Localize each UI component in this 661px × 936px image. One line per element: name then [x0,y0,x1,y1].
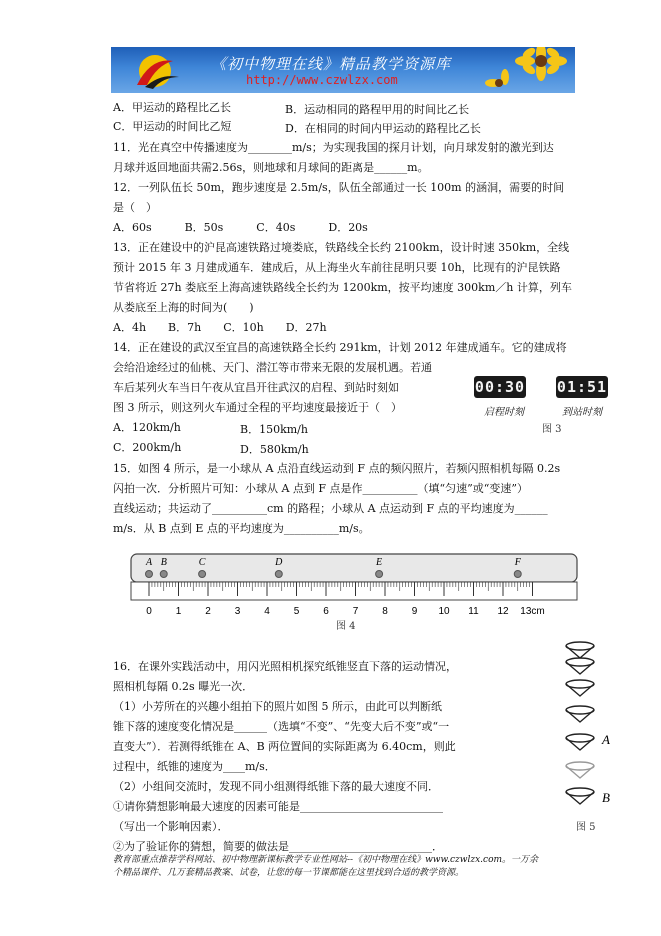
end-time-display: 01:51 [556,378,608,396]
q13-line-3: 节省将近 27h 娄底至上海高速铁路线全长约为 1200km，按平均速度 300km／h 计算，列车 [113,281,572,294]
ruler-tick-label: 8 [382,606,388,617]
q12-line-1: 12．一列队伍长 50m，跑步速度是 2.5m/s，队伍全部通过一长 100m 的涵洞，需要的时间 [113,181,565,194]
ruler-tick-label: 11 [468,606,479,617]
ball-label-e: E [376,557,383,568]
q14-option-a: A．120km/h [113,421,181,434]
q14-line-4: 图 3 所示，则这列火车通过全程的平均速度最接近于（ ） [113,401,402,414]
q10-option-d: D．在相同的时间内甲运动的路程比乙长 [285,122,481,135]
cone-6 [566,762,594,778]
q13-line-2: 预计 2015 年 3 月建成通车．建成后，从上海坐火车前往昆明只要 10h，比现有的沪昆铁路 [113,261,561,274]
ball-position-c [199,571,206,578]
ball-label-c: C [198,557,206,568]
q16-line-7: （2）小组间交流时，发现不同小组测得纸锥下落的最大速度不同． [113,780,439,793]
figure-3-caption: 图 3 [542,424,562,435]
q15-line-3: 直线运动；共运动了__________cm 的路程；小球从 A 点运动到 F 点的平均速度为______ [113,502,548,515]
label-b: B [602,790,610,805]
q14-option-b: B．150km/h [240,423,308,436]
cone-1 [566,642,594,658]
sunflower-icon [463,47,573,93]
ruler-unit-label: 13cm [520,606,545,617]
ruler-tick-label: 9 [411,606,418,617]
figure-5-paper-cones [558,640,618,815]
q16-line-6: 过程中，纸锥的速度为____m/s． [113,760,276,773]
cone-2 [566,658,594,674]
q11-line-1: 11．光在真空中传播速度为________m/s；为实现我国的探月计划，向月球发射的激光到达 [113,141,554,154]
q15-line-2: 闪拍一次．分析照片可知：小球从 A 点到 F 点是作__________（填“匀速”或“变速”） [113,482,529,495]
start-time-label: 启程时刻 [484,407,524,418]
banner-url[interactable]: http://www.czwlzx.com [246,73,398,87]
q15-line-4: m/s．从 B 点到 E 点的平均速度为__________m/s。 [113,522,370,535]
ruler-tick-label: 4 [264,606,270,617]
ball-label-b: B [160,557,167,568]
ruler-tick-label: 0 [146,606,152,617]
cone-7 [566,788,594,804]
q12-options: A．60s B．50s C．40s D．20s [113,221,368,234]
header-banner [111,47,575,93]
q16-line-5: 直变大”）．若测得纸锥在 A、B 两位置间的实际距离为 6.40cm，则此 [113,740,456,753]
q10-option-a: A．甲运动的路程比乙长 [113,101,231,114]
cone-5 [566,734,594,750]
ball-label-f: F [514,557,521,568]
q14-line-2: 会给沿途经过的仙桃、天门、潜江等市带来无限的发展机遇。若通 [113,361,432,374]
q16-line-3: （1）小芳所在的兴趣小组拍下的照片如图 5 所示，由此可以判断纸 [113,700,442,713]
q16-line-4: 锥下落的速度变化情况是______（选填“不变”、“先变大后不变”或“一 [113,720,450,733]
ruler-tick-label: 6 [323,606,329,617]
ball-label-a: A [145,557,153,568]
q14-line-3: 车后某列火车当日午夜从宜昌开往武汉的启程、到站时刻如 [113,381,399,394]
ruler-tick-label: 2 [205,606,211,617]
end-time-label: 到站时刻 [562,407,602,418]
q16-line-1: 16．在课外实践活动中，用闪光照相机探究纸锥竖直下落的运动情况， [113,660,457,673]
q16-line-2: 照相机每隔 0.2s 曝光一次． [113,680,254,693]
q16-line-10: ②为了验证你的猜想，简要的做法是__________________________． [113,840,443,853]
ruler-tick-label: 10 [438,606,450,617]
q13-line-4: 从娄底至上海的时间为( ) [113,301,254,314]
footer-line-1: 教育部重点推荐学科网站、初中物理新课标教学专业性网站--《初中物理在线》www.czwlzx.com。一万余 [113,855,539,865]
q14-option-d: D．580km/h [240,443,309,456]
ball-position-a [146,571,153,578]
q16-line-8: ①请你猜想影响最大速度的因素可能是__________________________ [113,800,443,813]
q13-options: A．4h B．7h C．10h D．27h [113,321,327,334]
cone-4 [566,706,594,722]
q16-line-9: （写出一个影响因素）． [113,820,229,833]
q13-line-1: 13．正在建设中的沪昆高速铁路过境娄底，铁路线全长约 2100km，设计时速 350km，全线 [113,241,570,254]
start-time-display: 00:30 [474,378,526,396]
q10-option-c: C．甲运动的时间比乙短 [113,120,232,133]
banner-title: 《初中物理在线》精品教学资源库 [211,55,452,73]
label-a: A [602,732,610,747]
ruler-tick-label: 1 [175,606,182,617]
q11-line-2: 月球并返回地面共需2.56s，则地球和月球间的距离是______m。 [113,161,429,174]
q14-line-1: 14．正在建设的武汉至宜昌的高速铁路全长约 291km，计划 2012 年建成通车。它的建成将 [113,341,567,354]
q14-option-c: C．200km/h [113,441,182,454]
ball-position-f [514,571,521,578]
ball-position-b [160,571,167,578]
q10-option-b: B．运动相同的路程甲用的时间比乙长 [285,103,470,116]
figure-5-caption: 图 5 [576,822,596,833]
figure-4-caption: 图 4 [336,621,356,632]
q15-line-1: 15．如图 4 所示，是一小球从 A 点沿直线运动到 F 点的频闪照片，若频闪照相机每隔 0.2s [113,462,561,475]
ruler-tick-label: 3 [234,606,241,617]
site-logo-icon [123,51,183,91]
ruler-tick-label: 7 [352,606,359,617]
cone-3 [566,680,594,696]
ruler-tick-label: 5 [293,606,300,617]
ruler-tick-label: 12 [497,606,509,617]
q12-line-2: 是（ ） [113,201,157,214]
ball-label-d: D [275,557,283,568]
ball-position-e [376,571,383,578]
footer-line-2: 个精品课件、几万套精品教案、试卷，让您的每一节课都能在这里找到合适的教学资源。 [113,868,465,878]
ball-position-d [275,571,282,578]
